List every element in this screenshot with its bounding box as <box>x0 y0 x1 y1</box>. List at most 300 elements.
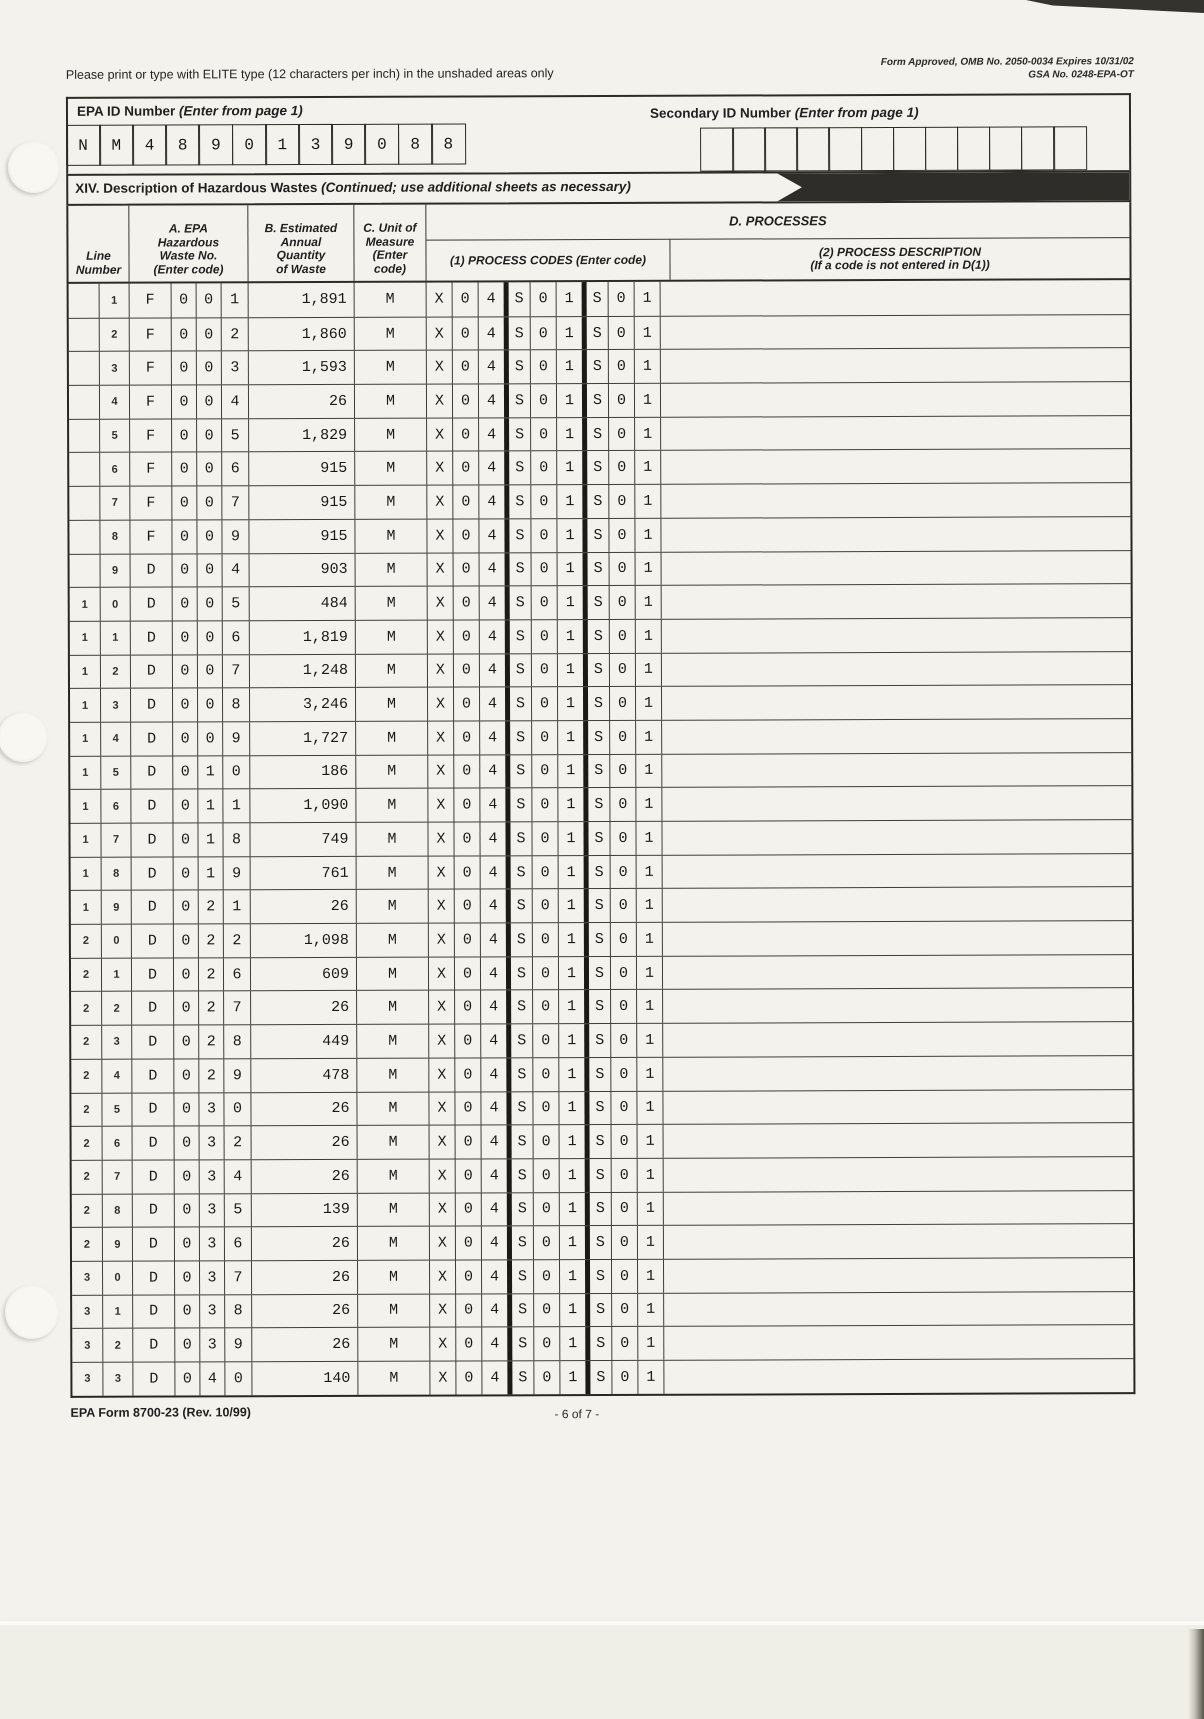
waste-code-char: 0 <box>222 756 249 789</box>
process-code-char: 1 <box>558 923 584 956</box>
process-code-char: S <box>506 957 532 990</box>
process-code-char: 0 <box>452 452 478 485</box>
process-code-char: S <box>504 452 530 485</box>
line-number-tens: 2 <box>83 1002 90 1015</box>
process-code-char: 4 <box>478 351 504 384</box>
line-number-tens <box>69 420 99 453</box>
process-code-char: 1 <box>635 754 661 787</box>
process-code-char: S <box>582 282 608 316</box>
process-code-char: 4 <box>480 957 506 990</box>
line-number-tens: 1 <box>81 598 88 611</box>
table-row <box>71 1021 1132 1058</box>
process-description-cell <box>663 1123 1133 1157</box>
line-number-tens: 3 <box>84 1373 91 1386</box>
quantity-value: 1,090 <box>249 789 355 822</box>
secondary-id-char-box <box>989 127 1023 171</box>
process-code-char: 4 <box>480 1092 506 1125</box>
waste-code-char: 0 <box>197 689 222 722</box>
waste-code-char: 2 <box>223 924 250 957</box>
waste-code-char: 0 <box>196 419 221 452</box>
epa-id-char-box: 3 <box>298 124 333 165</box>
waste-code-char: 8 <box>224 1295 251 1328</box>
quantity-value: 26 <box>251 1160 357 1193</box>
waste-code-char: 0 <box>174 1261 199 1294</box>
waste-code-char: 9 <box>223 1059 250 1092</box>
table-row <box>72 1257 1133 1294</box>
section-xiv-title <box>75 179 631 196</box>
table-row <box>70 785 1131 822</box>
table-row <box>71 988 1132 1025</box>
process-code-char: X <box>427 823 453 856</box>
line-number-ones: 4 <box>101 1059 131 1092</box>
process-code-char: X <box>428 924 454 957</box>
quantity-value: 1,860 <box>248 318 354 351</box>
process-code-char: 0 <box>454 991 480 1024</box>
process-code-char: 1 <box>557 755 583 788</box>
waste-code-char: 0 <box>173 958 198 991</box>
line-number-ones: 2 <box>99 318 129 351</box>
process-description-cell <box>660 382 1130 416</box>
epa-id-label-note: (Enter from page 1) <box>178 103 303 119</box>
process-code-char: 1 <box>558 1058 584 1091</box>
waste-code-char: 1 <box>197 790 222 823</box>
section-xiv-title-text: XIV. Description of Hazardous Wastes <box>75 179 322 196</box>
line-number-ones: 2 <box>100 655 130 688</box>
section-xiv-title-bar <box>66 170 1131 206</box>
waste-code-char: 0 <box>174 1362 199 1395</box>
waste-code-char: 0 <box>171 318 196 351</box>
secondary-id-label-text: Secondary ID Number <box>649 105 795 121</box>
line-number-tens <box>69 487 99 520</box>
waste-code-char: 6 <box>224 1227 251 1260</box>
process-code-char: S <box>582 451 608 484</box>
waste-code-char: 5 <box>224 1194 251 1227</box>
waste-code-char: 0 <box>171 520 196 553</box>
process-code-char: S <box>584 957 610 990</box>
process-code-char: S <box>583 552 609 585</box>
unit-of-measure-value: M <box>356 1092 428 1125</box>
waste-code-char: 0 <box>173 891 198 924</box>
unit-of-measure-value: M <box>355 755 427 788</box>
waste-code-char: D <box>130 689 172 722</box>
waste-code-char: 0 <box>174 1127 199 1160</box>
process-code-char: 4 <box>481 1126 507 1159</box>
epa-id-char-box: N <box>66 125 101 166</box>
waste-code-char: 0 <box>172 722 197 755</box>
line-number-tens: 2 <box>83 1238 91 1251</box>
process-code-char: S <box>584 856 610 889</box>
process-code-char: S <box>582 350 608 383</box>
process-code-char: 0 <box>610 990 636 1023</box>
process-code-char: X <box>426 283 452 317</box>
quantity-value: 26 <box>250 890 356 923</box>
waste-code-char: D <box>130 655 172 688</box>
waste-code-char: D <box>131 857 173 890</box>
process-code-char: 0 <box>455 1159 481 1192</box>
process-code-char: S <box>507 1159 533 1192</box>
unit-of-measure-value: M <box>356 890 428 923</box>
process-code-char: 1 <box>636 1024 662 1057</box>
waste-code-char: 0 <box>174 1194 199 1227</box>
waste-code-char: 0 <box>196 283 221 317</box>
table-row <box>71 920 1132 957</box>
quantity-value: 609 <box>250 958 356 991</box>
process-code-char: 0 <box>609 552 635 585</box>
waste-code-char: F <box>129 352 171 385</box>
process-description-cell <box>660 280 1130 315</box>
process-code-char: X <box>429 1260 455 1293</box>
table-row <box>72 1358 1133 1395</box>
waste-code-char: 0 <box>173 1093 198 1126</box>
process-code-char: S <box>504 418 530 451</box>
waste-code-char: 3 <box>199 1127 224 1160</box>
process-code-char: 0 <box>532 923 558 956</box>
line-number-tens: 3 <box>84 1305 91 1318</box>
waste-code-char: 0 <box>197 554 222 587</box>
waste-code-char: 7 <box>224 1261 251 1294</box>
waste-code-char: 4 <box>221 385 248 418</box>
process-code-char: S <box>585 1260 611 1293</box>
process-code-char: S <box>505 620 531 653</box>
table-row <box>69 381 1130 418</box>
process-code-char: 1 <box>559 1159 585 1192</box>
process-code-char: S <box>507 1193 533 1226</box>
process-code-char: 4 <box>480 923 506 956</box>
process-code-char: 0 <box>453 553 479 586</box>
epa-id-char-box: 0 <box>232 124 267 165</box>
process-code-char: 0 <box>609 586 635 619</box>
waste-code-char: D <box>131 925 173 958</box>
header-line-number: Line Number <box>75 248 122 277</box>
epa-id-char-box: 9 <box>331 124 366 165</box>
process-code-char: 4 <box>480 1058 506 1091</box>
process-code-char: S <box>582 418 608 451</box>
process-code-char: 4 <box>480 856 506 889</box>
process-code-char: 4 <box>481 1328 507 1361</box>
unit-of-measure-value: M <box>354 519 426 552</box>
quantity-value: 1,098 <box>250 924 356 957</box>
waste-table-body <box>67 280 1136 1397</box>
unit-of-measure-value: M <box>355 823 427 856</box>
line-number-tens: 2 <box>83 1103 90 1116</box>
process-code-char: 1 <box>637 1293 663 1326</box>
process-code-char: X <box>429 1328 455 1361</box>
process-code-char: S <box>585 1226 611 1259</box>
process-code-char: 0 <box>608 282 634 316</box>
process-code-char: 0 <box>611 1226 637 1259</box>
process-code-char: 0 <box>454 1092 480 1125</box>
waste-code-char: F <box>129 386 171 419</box>
process-code-char: 0 <box>608 418 634 451</box>
process-code-char: 0 <box>530 418 556 451</box>
epa-id-char-box: 0 <box>364 124 399 165</box>
process-code-char: S <box>505 654 531 687</box>
line-number-tens: 1 <box>82 800 89 813</box>
process-code-char: 4 <box>479 721 505 754</box>
process-code-char: 1 <box>559 1226 585 1259</box>
waste-code-char: 0 <box>172 554 197 587</box>
process-code-char: X <box>429 1294 455 1327</box>
waste-code-char: 4 <box>222 554 249 587</box>
unit-of-measure-value: M <box>355 587 427 620</box>
waste-code-char: 0 <box>171 419 196 452</box>
waste-code-char: D <box>130 824 172 857</box>
process-code-char: 0 <box>611 1192 637 1225</box>
process-code-char: 0 <box>533 1327 559 1360</box>
table-row <box>72 1324 1133 1361</box>
process-code-char: S <box>584 990 610 1023</box>
gsa-number-line: GSA No. 0248-EPA-OT <box>1028 69 1134 81</box>
waste-code-char: D <box>130 790 172 823</box>
waste-code-char: 7 <box>222 655 249 688</box>
waste-code-char: 0 <box>172 655 197 688</box>
header-processes-group <box>425 202 1129 280</box>
waste-code-char: 5 <box>222 587 249 620</box>
table-row <box>70 819 1131 856</box>
waste-code-char: 0 <box>224 1362 251 1395</box>
line-number-ones: 8 <box>102 1194 132 1227</box>
process-code-char: 0 <box>610 923 636 956</box>
line-number-tens: 2 <box>82 935 89 948</box>
process-code-char: S <box>507 1328 533 1361</box>
process-code-char: 0 <box>533 1294 559 1327</box>
unit-of-measure-value: M <box>355 620 427 653</box>
header-processes: D. PROCESSES <box>426 202 1129 240</box>
process-code-char: 4 <box>479 553 505 586</box>
process-description-cell <box>661 685 1131 719</box>
process-code-char: 4 <box>480 1024 506 1057</box>
process-code-char: 0 <box>453 587 479 620</box>
waste-table-header <box>66 202 1131 284</box>
process-code-char: 1 <box>556 452 582 485</box>
process-code-char: X <box>426 519 452 552</box>
process-code-char: 1 <box>634 418 660 451</box>
line-number-ones: 1 <box>100 622 130 655</box>
line-number-tens <box>69 352 99 385</box>
process-code-char: 1 <box>559 1260 585 1293</box>
waste-code-char: 9 <box>221 520 248 553</box>
quantity-value: 1,819 <box>249 621 355 654</box>
waste-code-char: 6 <box>221 453 248 486</box>
quantity-value: 761 <box>250 857 356 890</box>
process-code-char: X <box>428 1025 454 1058</box>
quantity-value: 1,727 <box>249 722 355 755</box>
table-row <box>70 617 1131 654</box>
epa-id-char-box: 4 <box>132 125 167 166</box>
waste-code-char: 3 <box>199 1160 224 1193</box>
process-code-char: 0 <box>453 755 479 788</box>
process-code-char: 1 <box>637 1260 663 1293</box>
process-code-char: X <box>426 486 452 519</box>
secondary-id-char-box <box>732 127 766 171</box>
process-code-char: 0 <box>454 890 480 923</box>
unit-of-measure-value: M <box>356 1025 428 1058</box>
process-code-char: S <box>584 889 610 922</box>
process-description-cell <box>660 450 1130 484</box>
process-code-char: 1 <box>635 788 661 821</box>
line-number-ones: 9 <box>101 891 131 924</box>
process-code-char: 0 <box>531 654 557 687</box>
process-code-char: X <box>427 755 453 788</box>
waste-code-char: 9 <box>222 722 249 755</box>
quantity-value: 139 <box>251 1193 357 1226</box>
id-number-section <box>66 93 1131 174</box>
process-code-char: 4 <box>480 991 506 1024</box>
unit-of-measure-value: M <box>355 789 427 822</box>
process-code-char: 0 <box>454 923 480 956</box>
process-code-char: 0 <box>454 856 480 889</box>
section-bar-black-banner <box>777 172 1129 201</box>
line-number-ones: 5 <box>101 1093 131 1126</box>
unit-of-measure-value: M <box>356 957 428 990</box>
table-row <box>71 1089 1132 1126</box>
line-number-ones: 3 <box>100 689 130 722</box>
waste-code-char: 0 <box>196 385 221 418</box>
process-code-char: X <box>429 1362 455 1395</box>
waste-code-char: 3 <box>199 1228 224 1261</box>
process-code-char: 0 <box>610 957 636 990</box>
secondary-id-character-boxes <box>700 126 1085 171</box>
process-code-char: 1 <box>635 653 661 686</box>
process-code-char: 1 <box>559 1125 585 1158</box>
line-number-ones: 9 <box>100 554 130 587</box>
process-code-char: 0 <box>533 1260 559 1293</box>
process-code-char: 0 <box>531 721 557 754</box>
process-code-char: 1 <box>557 788 583 821</box>
line-number-ones: 7 <box>99 487 129 520</box>
quantity-value: 26 <box>248 385 354 418</box>
waste-code-char: 3 <box>199 1261 224 1294</box>
epa-id-label-text: EPA ID Number <box>76 103 180 119</box>
secondary-id-label-note: (Enter from page 1) <box>794 104 919 121</box>
waste-code-char: 1 <box>198 857 223 890</box>
process-code-char: 0 <box>452 317 478 350</box>
omb-approval-line: Form Approved, OMB No. 2050-0034 Expires 10/31/02 <box>880 56 1134 69</box>
process-code-char: S <box>585 1294 611 1327</box>
waste-code-char: F <box>129 284 171 318</box>
secondary-id-char-box <box>861 127 895 171</box>
process-code-char: 0 <box>610 1058 636 1091</box>
process-code-char: 4 <box>478 485 504 518</box>
process-code-char: X <box>429 1193 455 1226</box>
unit-of-measure-value: M <box>354 486 426 519</box>
table-row <box>69 415 1130 452</box>
unit-of-measure-value: M <box>355 688 427 721</box>
secondary-id-char-box <box>957 127 991 171</box>
quantity-value: 26 <box>250 991 356 1024</box>
process-description-cell <box>660 349 1130 383</box>
process-code-char: 4 <box>479 688 505 721</box>
waste-code-char: 2 <box>198 924 223 957</box>
process-code-char: X <box>426 317 452 350</box>
process-code-char: 1 <box>556 418 582 451</box>
process-code-char: 4 <box>478 384 504 417</box>
waste-code-char: D <box>131 1093 173 1126</box>
waste-code-char: 0 <box>196 486 221 519</box>
secondary-id-char-box <box>796 127 830 171</box>
process-code-char: S <box>505 822 531 855</box>
unit-of-measure-value: M <box>357 1362 429 1395</box>
unit-of-measure-value: M <box>356 991 428 1024</box>
quantity-value: 1,891 <box>248 283 354 317</box>
process-code-char: S <box>583 620 609 653</box>
process-code-char: 1 <box>637 1327 663 1360</box>
process-code-char: 0 <box>609 721 635 754</box>
quantity-value: 3,246 <box>249 688 355 721</box>
process-code-char: 1 <box>636 1091 662 1124</box>
process-code-char: 1 <box>559 1327 585 1360</box>
process-code-char: S <box>583 586 609 619</box>
process-code-char: 1 <box>637 1125 663 1158</box>
process-code-char: 0 <box>455 1260 481 1293</box>
table-row <box>70 550 1131 587</box>
line-number-tens: 3 <box>84 1339 91 1352</box>
line-number-tens: 2 <box>83 1137 90 1150</box>
waste-code-char: 0 <box>196 453 221 486</box>
process-code-char: 0 <box>611 1260 637 1293</box>
process-code-char: 1 <box>634 350 660 383</box>
process-code-char: 0 <box>453 654 479 687</box>
table-row <box>72 1156 1133 1193</box>
line-number-tens: 1 <box>82 766 89 779</box>
waste-code-char: 0 <box>197 655 222 688</box>
unit-of-measure-value: M <box>357 1328 429 1361</box>
process-code-char: 1 <box>557 620 583 653</box>
process-code-char: 1 <box>634 316 660 349</box>
process-code-char: 0 <box>609 687 635 720</box>
process-code-char: 4 <box>481 1260 507 1293</box>
waste-code-char: D <box>131 891 173 924</box>
waste-code-char: 2 <box>224 1126 251 1159</box>
process-code-char: 4 <box>481 1294 507 1327</box>
line-number-tens <box>69 284 99 318</box>
line-number-ones: 5 <box>99 419 129 452</box>
page-indicator: - 6 of 7 - <box>554 1407 600 1422</box>
waste-code-char: 0 <box>171 283 196 317</box>
secondary-id-char-box <box>1021 126 1055 170</box>
line-number-ones: 8 <box>99 520 129 553</box>
waste-code-char: 0 <box>171 385 196 418</box>
waste-code-char: 0 <box>197 621 222 654</box>
process-code-char: S <box>585 1125 611 1158</box>
process-code-char: 1 <box>634 282 660 316</box>
table-row <box>69 314 1130 351</box>
process-code-char: S <box>507 1125 533 1158</box>
process-code-char: X <box>429 1227 455 1260</box>
waste-code-char: 0 <box>172 756 197 789</box>
waste-code-char: 0 <box>173 924 198 957</box>
waste-code-char: D <box>130 588 172 621</box>
line-number-tens <box>69 318 99 351</box>
process-description-cell <box>661 786 1131 820</box>
process-code-char: 0 <box>454 1058 480 1091</box>
waste-code-char: 2 <box>198 1059 223 1092</box>
waste-code-char: D <box>130 554 172 587</box>
process-code-char: 1 <box>559 1361 585 1394</box>
process-code-char: S <box>584 1091 610 1124</box>
process-code-char: 0 <box>531 755 557 788</box>
waste-code-char: 6 <box>223 958 250 991</box>
process-code-char: 1 <box>557 687 583 720</box>
process-code-char: 1 <box>634 485 660 518</box>
process-code-char: 0 <box>531 620 557 653</box>
process-code-char: 0 <box>608 485 634 518</box>
process-code-char: 0 <box>530 282 556 316</box>
line-number-ones: 0 <box>100 588 130 621</box>
process-code-char: 1 <box>557 654 583 687</box>
process-code-char: S <box>504 317 530 350</box>
process-code-char: 0 <box>611 1294 637 1327</box>
